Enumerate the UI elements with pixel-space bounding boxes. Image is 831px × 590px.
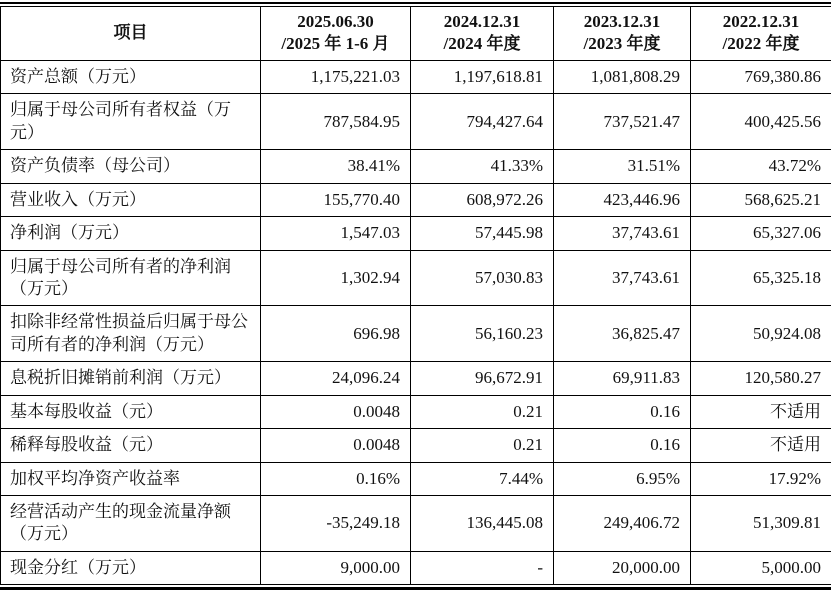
row-label: 基本每股收益（元） xyxy=(1,395,261,428)
cell-value: 37,743.61 xyxy=(554,217,691,250)
cell-value: 769,380.86 xyxy=(691,60,831,93)
cell-value: 51,309.81 xyxy=(691,496,831,552)
cell-value: 0.16 xyxy=(554,395,691,428)
cell-value: - xyxy=(411,551,554,584)
cell-value: 5,000.00 xyxy=(691,551,831,584)
row-label: 息税折旧摊销前利润（万元） xyxy=(1,362,261,395)
financial-summary-table xyxy=(0,6,831,585)
table-row xyxy=(1,496,831,552)
cell-value: 31.51% xyxy=(554,150,691,183)
table-row xyxy=(1,60,831,93)
cell-value: 50,924.08 xyxy=(691,306,831,362)
cell-value: 0.16 xyxy=(554,429,691,462)
cell-value: 0.0048 xyxy=(261,429,411,462)
table-header xyxy=(1,7,831,61)
row-label: 稀释每股收益（元） xyxy=(1,429,261,462)
cell-value: 37,743.61 xyxy=(554,250,691,306)
column-header-item xyxy=(1,7,261,61)
row-label: 加权平均净资产收益率 xyxy=(1,462,261,495)
column-header-period-2023 xyxy=(554,7,691,61)
column-header-period-2024 xyxy=(411,7,554,61)
row-label: 净利润（万元） xyxy=(1,217,261,250)
cell-value: 65,327.06 xyxy=(691,217,831,250)
cell-value: 57,030.83 xyxy=(411,250,554,306)
cell-value: 9,000.00 xyxy=(261,551,411,584)
period-range: /2022 年度 xyxy=(695,33,827,55)
row-label: 扣除非经常性损益后归属于母公司所有者的净利润（万元） xyxy=(1,306,261,362)
cell-value: 38.41% xyxy=(261,150,411,183)
row-label: 资产负债率（母公司） xyxy=(1,150,261,183)
cell-value: 6.95% xyxy=(554,462,691,495)
cell-value: 608,972.26 xyxy=(411,183,554,216)
cell-value: 1,175,221.03 xyxy=(261,60,411,93)
cell-value: 17.92% xyxy=(691,462,831,495)
cell-value: 65,325.18 xyxy=(691,250,831,306)
cell-value: 0.16% xyxy=(261,462,411,495)
table-body xyxy=(1,60,831,584)
cell-value: 43.72% xyxy=(691,150,831,183)
cell-value: 1,081,808.29 xyxy=(554,60,691,93)
cell-value: 0.21 xyxy=(411,429,554,462)
cell-value: 不适用 xyxy=(691,395,831,428)
table-row xyxy=(1,362,831,395)
cell-value: 423,446.96 xyxy=(554,183,691,216)
cell-value: 0.0048 xyxy=(261,395,411,428)
cell-value: 1,547.03 xyxy=(261,217,411,250)
period-date: 2024.12.31 xyxy=(415,11,549,33)
cell-value: 136,445.08 xyxy=(411,496,554,552)
table-row xyxy=(1,462,831,495)
row-label: 营业收入（万元） xyxy=(1,183,261,216)
table-row xyxy=(1,183,831,216)
cell-value: 96,672.91 xyxy=(411,362,554,395)
cell-value: 24,096.24 xyxy=(261,362,411,395)
period-date: 2022.12.31 xyxy=(695,11,827,33)
period-range: /2023 年度 xyxy=(558,33,686,55)
cell-value: 1,302.94 xyxy=(261,250,411,306)
cell-value: 0.21 xyxy=(411,395,554,428)
cell-value: 249,406.72 xyxy=(554,496,691,552)
cell-value: -35,249.18 xyxy=(261,496,411,552)
cell-value: 737,521.47 xyxy=(554,94,691,150)
cell-value: 696.98 xyxy=(261,306,411,362)
table-row xyxy=(1,150,831,183)
period-date: 2025.06.30 xyxy=(265,11,406,33)
table-row xyxy=(1,429,831,462)
cell-value: 568,625.21 xyxy=(691,183,831,216)
cell-value: 1,197,618.81 xyxy=(411,60,554,93)
cell-value: 400,425.56 xyxy=(691,94,831,150)
cell-value: 57,445.98 xyxy=(411,217,554,250)
row-label: 归属于母公司所有者的净利润（万元） xyxy=(1,250,261,306)
cell-value: 不适用 xyxy=(691,429,831,462)
cell-value: 787,584.95 xyxy=(261,94,411,150)
column-header-period-2022 xyxy=(691,7,831,61)
cell-value: 120,580.27 xyxy=(691,362,831,395)
row-label: 资产总额（万元） xyxy=(1,60,261,93)
table-row xyxy=(1,306,831,362)
cell-value: 7.44% xyxy=(411,462,554,495)
table-row xyxy=(1,217,831,250)
table-row xyxy=(1,250,831,306)
cell-value: 794,427.64 xyxy=(411,94,554,150)
table-row xyxy=(1,551,831,584)
period-date: 2023.12.31 xyxy=(558,11,686,33)
cell-value: 36,825.47 xyxy=(554,306,691,362)
column-header-item-label: 项目 xyxy=(5,22,256,44)
row-label: 归属于母公司所有者权益（万元） xyxy=(1,94,261,150)
cell-value: 20,000.00 xyxy=(554,551,691,584)
period-range: /2025 年 1-6 月 xyxy=(265,33,406,55)
cell-value: 56,160.23 xyxy=(411,306,554,362)
table-row xyxy=(1,94,831,150)
column-header-period-2025 xyxy=(261,7,411,61)
row-label: 经营活动产生的现金流量净额（万元） xyxy=(1,496,261,552)
cell-value: 41.33% xyxy=(411,150,554,183)
header-row xyxy=(1,7,831,61)
row-label: 现金分红（万元） xyxy=(1,551,261,584)
period-range: /2024 年度 xyxy=(415,33,549,55)
cell-value: 155,770.40 xyxy=(261,183,411,216)
cell-value: 69,911.83 xyxy=(554,362,691,395)
table-row xyxy=(1,395,831,428)
